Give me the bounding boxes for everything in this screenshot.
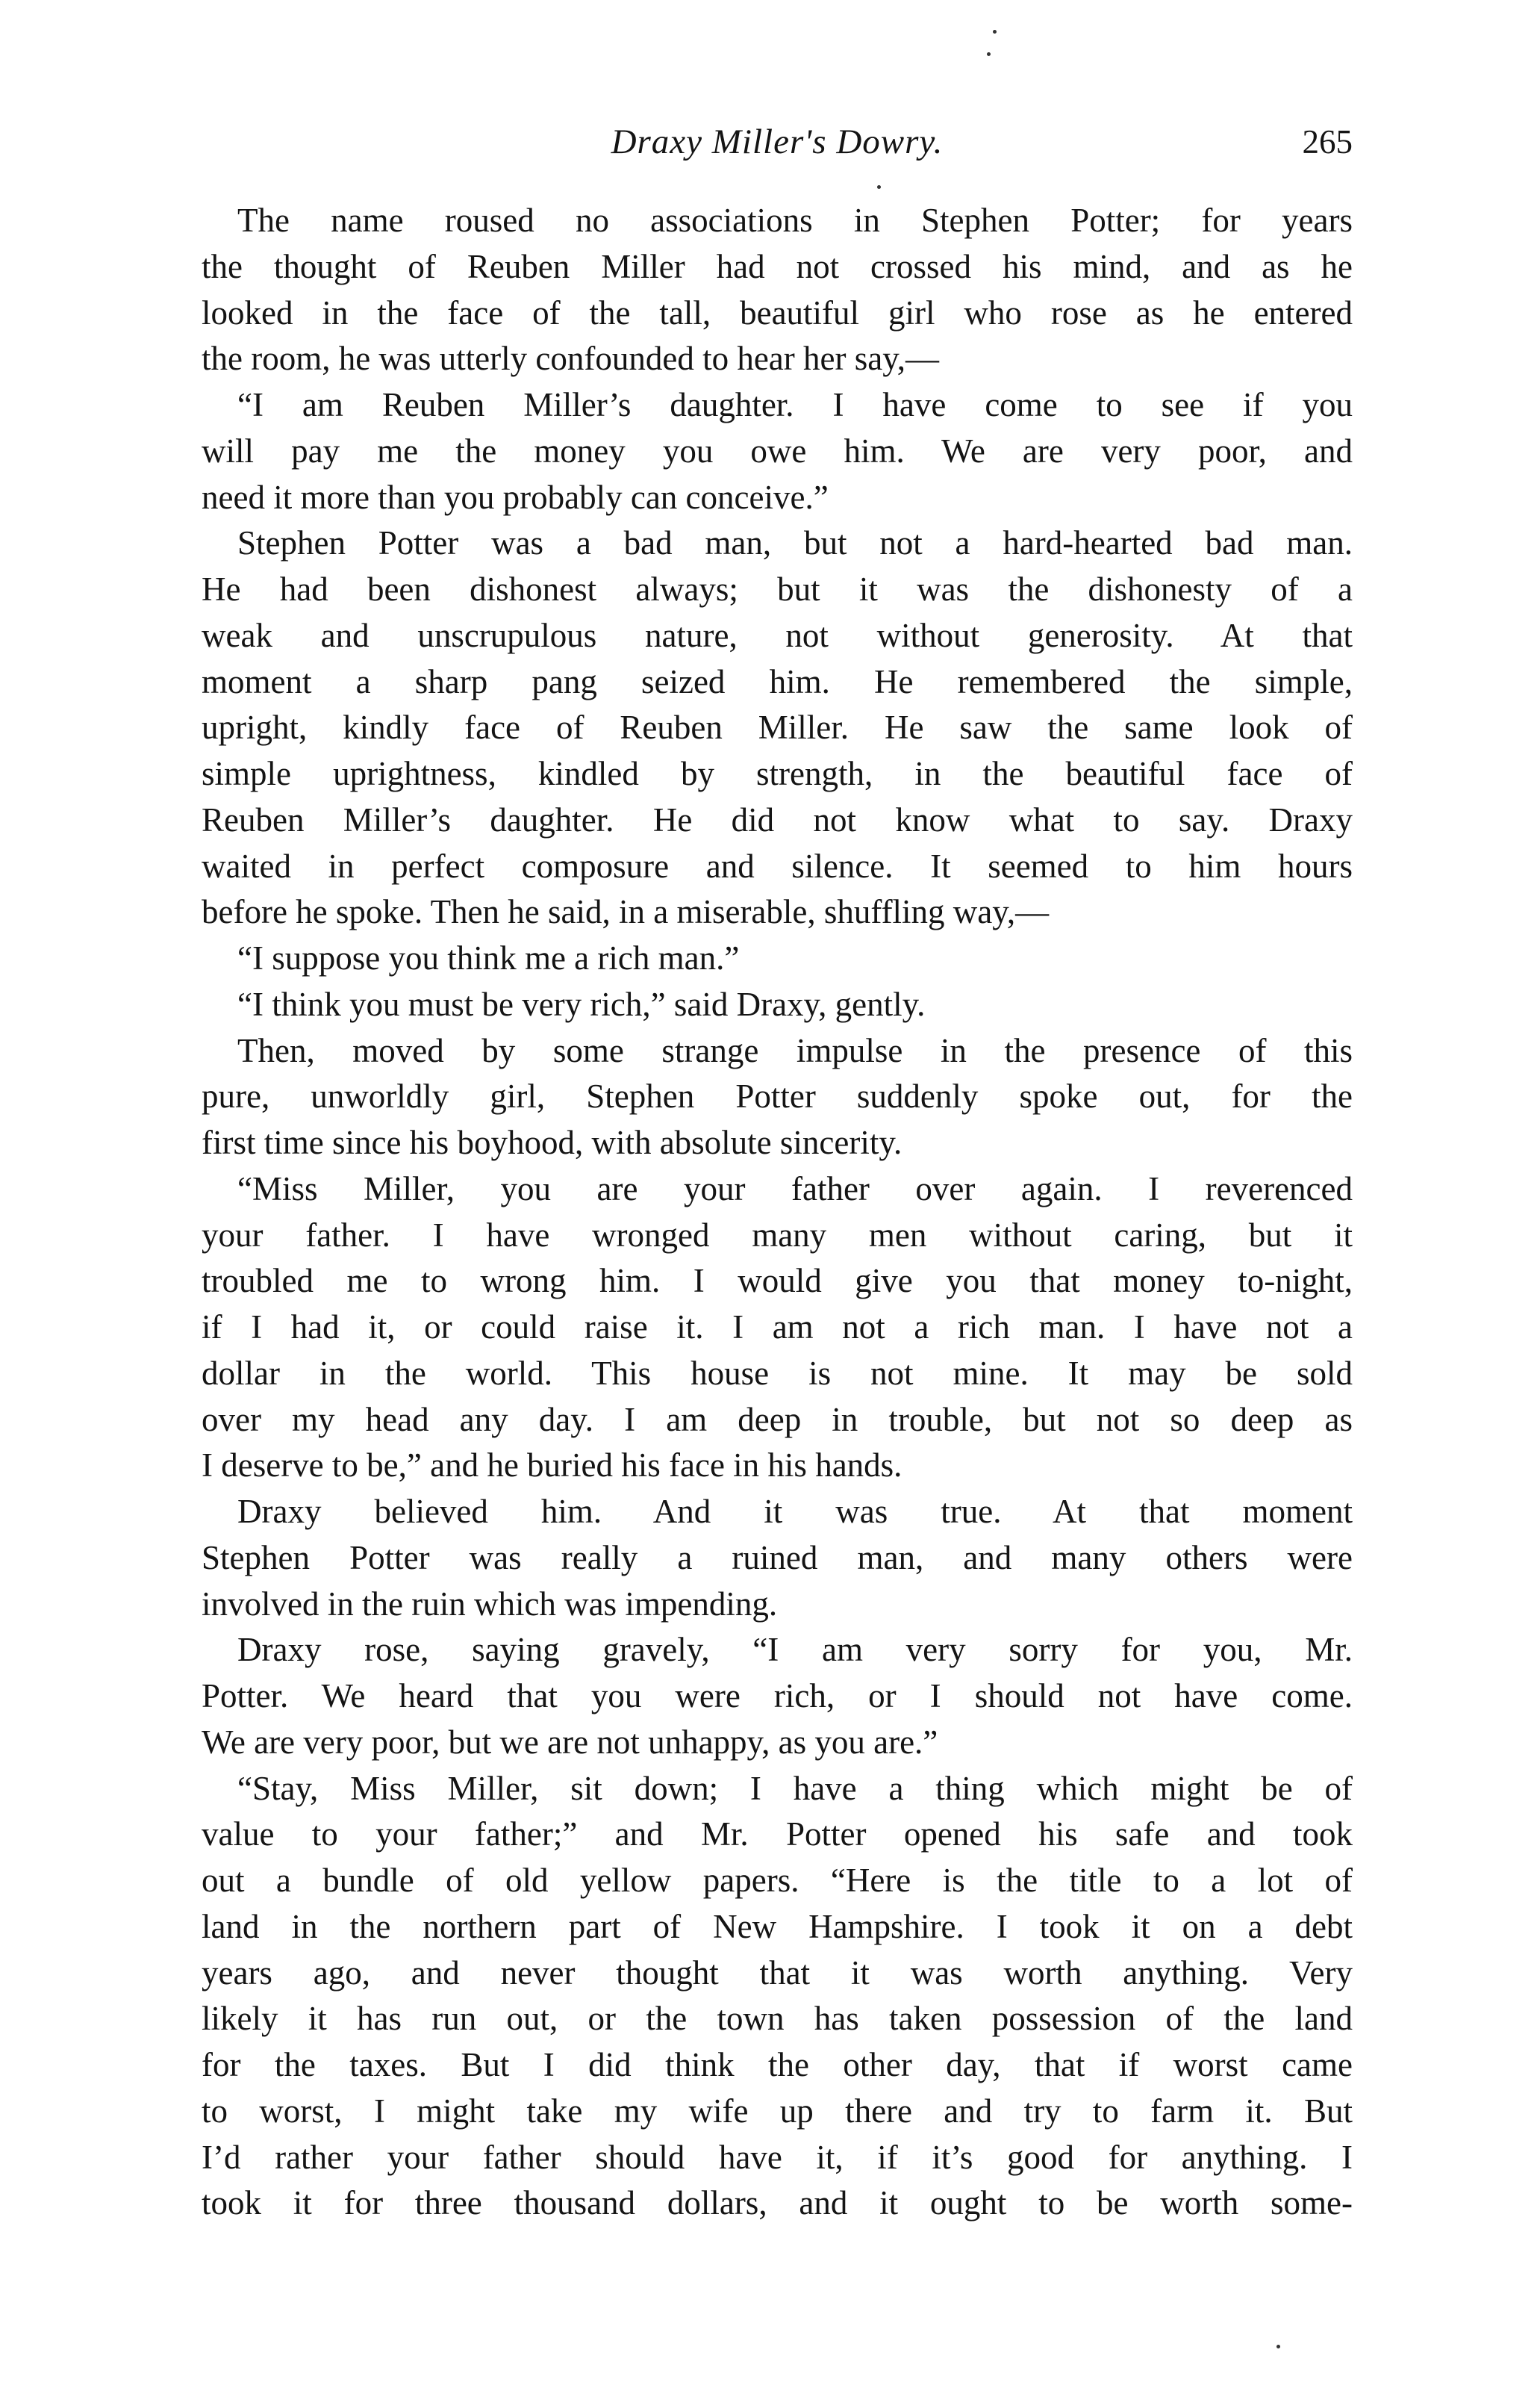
text-line: moment a sharp pang seized him. He remembered the simple,: [202, 662, 1353, 700]
text-line: likely it has run out, or the town has taken possession of the land: [202, 2000, 1353, 2038]
text-line: value to your father;” and Mr. Potter opened his safe and took: [202, 1815, 1353, 1853]
text-line: waited in perfect composure and silence. It seemed to him hours: [202, 847, 1353, 885]
text-line: the room, he was utterly confounded to hear her say,—: [202, 340, 940, 378]
text-line: the thought of Reuben Miller had not crossed his mind, and as he: [202, 247, 1353, 285]
text-line: simple uprightness, kindled by strength, in the beautiful face of: [202, 755, 1353, 792]
text-line: “I am Reuben Miller’s daughter. I have come to see if you: [237, 386, 1353, 423]
text-line: Potter. We heard that you were rich, or I should not have come.: [202, 1677, 1353, 1714]
text-line: troubled me to wrong him. I would give you that money to-night,: [202, 1262, 1353, 1300]
text-line: out a bundle of old yellow papers. “Here is the title to a lot of: [202, 1862, 1353, 1899]
text-line: Stephen Potter was a bad man, but not a hard-hearted bad man.: [237, 524, 1353, 562]
text-line: weak and unscrupulous nature, not without generosity. At that: [202, 616, 1353, 654]
text-line: land in the northern part of New Hampshire. I took it on a debt: [202, 1907, 1353, 1945]
text-line: to worst, I might take my wife up there and try to farm it. But: [202, 2092, 1353, 2130]
print-speck: [1276, 2345, 1280, 2348]
page-number: 265: [1302, 123, 1353, 161]
text-line: Reuben Miller’s daughter. He did not know what to say. Draxy: [202, 800, 1353, 839]
text-line: need it more than you probably can conceive.”: [202, 478, 829, 516]
text-line: Then, moved by some strange impulse in the presence of this: [237, 1031, 1353, 1069]
text-line: The name roused no associations in Stephen Potter; for years: [237, 202, 1353, 239]
print-speck: [993, 30, 997, 34]
text-line: He had been dishonest always; but it was the dishonesty of a: [202, 570, 1353, 608]
text-line: years ago, and never thought that it was worth anything. Very: [202, 1953, 1353, 1992]
body-text: [202, 198, 1353, 2227]
text-line: took it for three thousand dollars, and it ought to be worth some-: [202, 2184, 1353, 2222]
text-line: for the taxes. But I did think the other day, that if worst came: [202, 2046, 1353, 2083]
text-line: I’d rather your father should have it, if it’s good for anything. I: [202, 2138, 1353, 2176]
print-speck: [877, 185, 881, 189]
text-line: if I had it, or could raise it. I am not a rich man. I have not a: [202, 1308, 1353, 1346]
text-line: involved in the ruin which was impending.: [202, 1585, 778, 1623]
text-line: first time since his boyhood, with absolute sincerity.: [202, 1124, 903, 1161]
text-line: looked in the face of the tall, beautiful girl who rose as he entered: [202, 293, 1353, 332]
text-line: “I suppose you think me a rich man.”: [237, 939, 740, 977]
text-line: upright, kindly face of Reuben Miller. He saw the same look of: [202, 709, 1353, 747]
text-line: over my head any day. I am deep in trouble, but not so deep as: [202, 1400, 1353, 1438]
text-line: your father. I have wronged many men without caring, but it: [202, 1216, 1353, 1254]
text-line: before he spoke. Then he said, in a miserable, shuffling way,—: [202, 893, 1050, 931]
text-line: “Miss Miller, you are your father over again. I reverenced: [237, 1169, 1353, 1207]
text-line: “Stay, Miss Miller, sit down; I have a thing which might be of: [237, 1769, 1353, 1807]
page-header: [202, 112, 1353, 172]
text-line: Draxy believed him. And it was true. At that moment: [237, 1493, 1353, 1530]
running-title: Draxy Miller's Dowry.: [611, 122, 944, 161]
text-line: will pay me the money you owe him. We are very poor, and: [202, 432, 1353, 470]
text-line: “I think you must be very rich,” said Draxy, gently.: [237, 985, 926, 1023]
text-line: Draxy rose, saying gravely, “I am very sorry for you, Mr.: [237, 1631, 1353, 1669]
text-line: dollar in the world. This house is not mine. It may be sold: [202, 1354, 1353, 1392]
text-line: pure, unworldly girl, Stephen Potter suddenly spoke out, for the: [202, 1078, 1353, 1116]
print-speck: [987, 52, 991, 56]
text-line: I deserve to be,” and he buried his face in his hands.: [202, 1446, 903, 1484]
text-line: We are very poor, but we are not unhappy, as you are.”: [202, 1723, 938, 1761]
text-line: Stephen Potter was really a ruined man, and many others were: [202, 1538, 1353, 1576]
